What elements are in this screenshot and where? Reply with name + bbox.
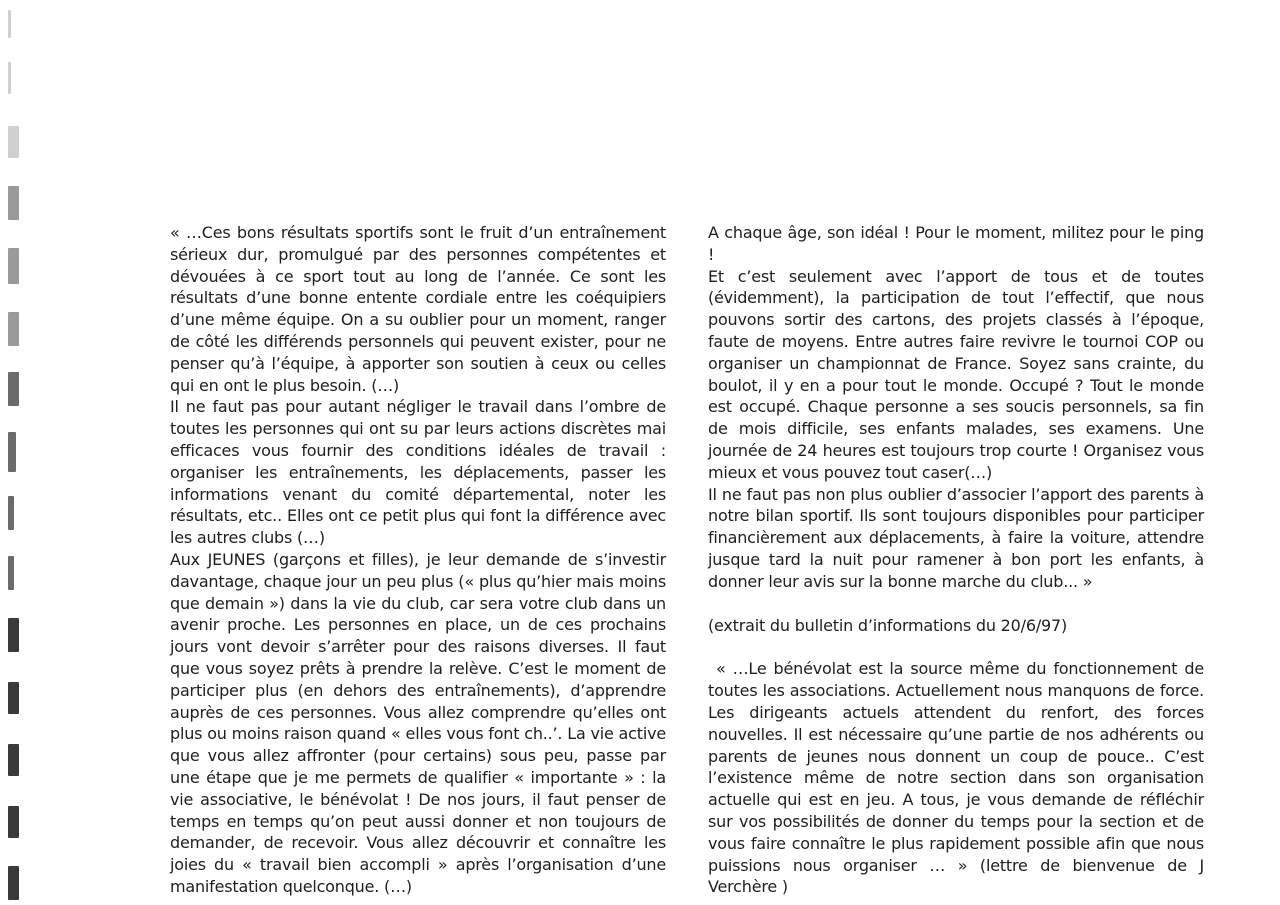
right-paragraph: A chaque âge, son idéal ! Pour le moment, militez pour le ping !	[708, 223, 1204, 264]
binding-mark	[8, 312, 19, 346]
quote-paragraph: « …Le bénévolat est la source même du fonctionnement de toutes les associations. Actuellement nous manquons de force. Les dirigeants actuels attendent du renfort, des forces nouvelles. Il est nécessaire qu’une partie de nos adhérents ou parents de jeunes nous donnent un coup de pouce.. C’est l’existence même de notre section dans son organisation actuelle qui est en jeu. A tous, je vous demande de réfléchir sur vos possibilités de donner du temps pour la section et de vous faire connaître le plus rapidement possible afin que nous puissions nous organiser … » (lettre de bienvenue de J Verchère )	[708, 659, 1204, 897]
binding-mark	[8, 62, 11, 94]
right-column	[708, 222, 1204, 898]
binding-mark	[8, 248, 19, 284]
binding-mark	[8, 682, 19, 714]
binding-mark	[8, 556, 14, 590]
binding-mark	[8, 10, 11, 38]
left-column	[170, 222, 666, 898]
binding-mark	[8, 806, 19, 838]
left-paragraph: Aux JEUNES (garçons et filles), je leur demande de s’investir davantage, chaque jour un peu plus (« plus qu’hier mais moins que demain ») dans la vie du club, car sera votre club dans un avenir proche. Les personnes en place, un de ces prochains jours vont devoir s’arrêter pour des raisons diverses. Il faut que vous soyez prêts à prendre la relève. C’est le moment de participer plus (en dehors des entraînements), d’apprendre auprès de ces personnes. Vous allez comprendre qu’elles ont plus ou moins raison quand « elles vous font ch..’. La vie active que vous allez affronter (pour certains) sous peu, passe par une étape que je me permets de qualifier « importante » : la vie associative, le bénévolat ! De nos jours, il faut penser de temps en temps qu’on peut aussi donner et non toujours de demander, de recevoir. Vous allez découvrir et connaître les joies du « travail bien accompli » après l’organisation d’une manifestation quelconque. (…)	[170, 549, 666, 896]
binding-mark	[8, 744, 19, 776]
left-paragraph: « …Ces bons résultats sportifs sont le fruit d’un entraînement sérieux dur, promulgué par des personnes compétentes et dévouées à ce sport tout au long de l’année. Ce sont les résultats d’une bonne entente cordiale entre les coéquipiers d’une même équipe. On a su oublier pour un moment, ranger de côté les différends personnels qui peuvent exister, pour ne penser qu’à l’équipe, à apporter son soutien à ceux ou celles qui en ont le plus besoin. (…)	[170, 223, 666, 395]
binding-mark	[8, 866, 19, 900]
binding-mark	[8, 432, 16, 472]
binding-mark	[8, 186, 19, 220]
right-paragraph: Et c’est seulement avec l’apport de tous et de toutes (évidemment), la participation de tout l’effectif, que nous pouvons sortir des cartons, des projets classés à l’époque, faute de moyens. Entre autres faire revivre le tournoi COP ou organiser un championnat de France. Soyez sans crainte, du boulot, il y en a pour tout le monde. Occupé ? Tout le monde est occupé. Chaque personne a ses soucis personnels, sa fin de mois difficile, ses enfants malades, ses examens. Une journée de 24 heures est toujours trop courte ! Organisez vous mieux et vous pouvez tout caser(…)	[708, 266, 1204, 482]
binding-mark	[8, 126, 19, 158]
binding-mark	[8, 618, 19, 652]
left-paragraph: Il ne faut pas pour autant négliger le travail dans l’ombre de toutes les personnes qui ont su par leurs actions discrètes mai efficaces vous fournir des conditions idéales de travail : organiser les entraînements, les déplacements, passer les informations venant du comité départemental, noter les résultats, etc.. Elles ont ce petit plus qui font la différence avec les autres clubs (…)	[170, 397, 666, 548]
source-citation: (extrait du bulletin d’informations du 20/6/97)	[708, 615, 1068, 635]
right-paragraph: Il ne faut pas non plus oublier d’associer l’apport des parents à notre bilan sportif. Ils sont toujours disponibles pour participer financièrement aux déplacements, à faire la voiture, attendre jusque tard la nuit pour ramener à bon port les enfants, à donner leur avis sur la bonne marche du club... »	[708, 484, 1204, 591]
binding-mark	[8, 372, 19, 406]
binding-mark	[8, 496, 14, 530]
